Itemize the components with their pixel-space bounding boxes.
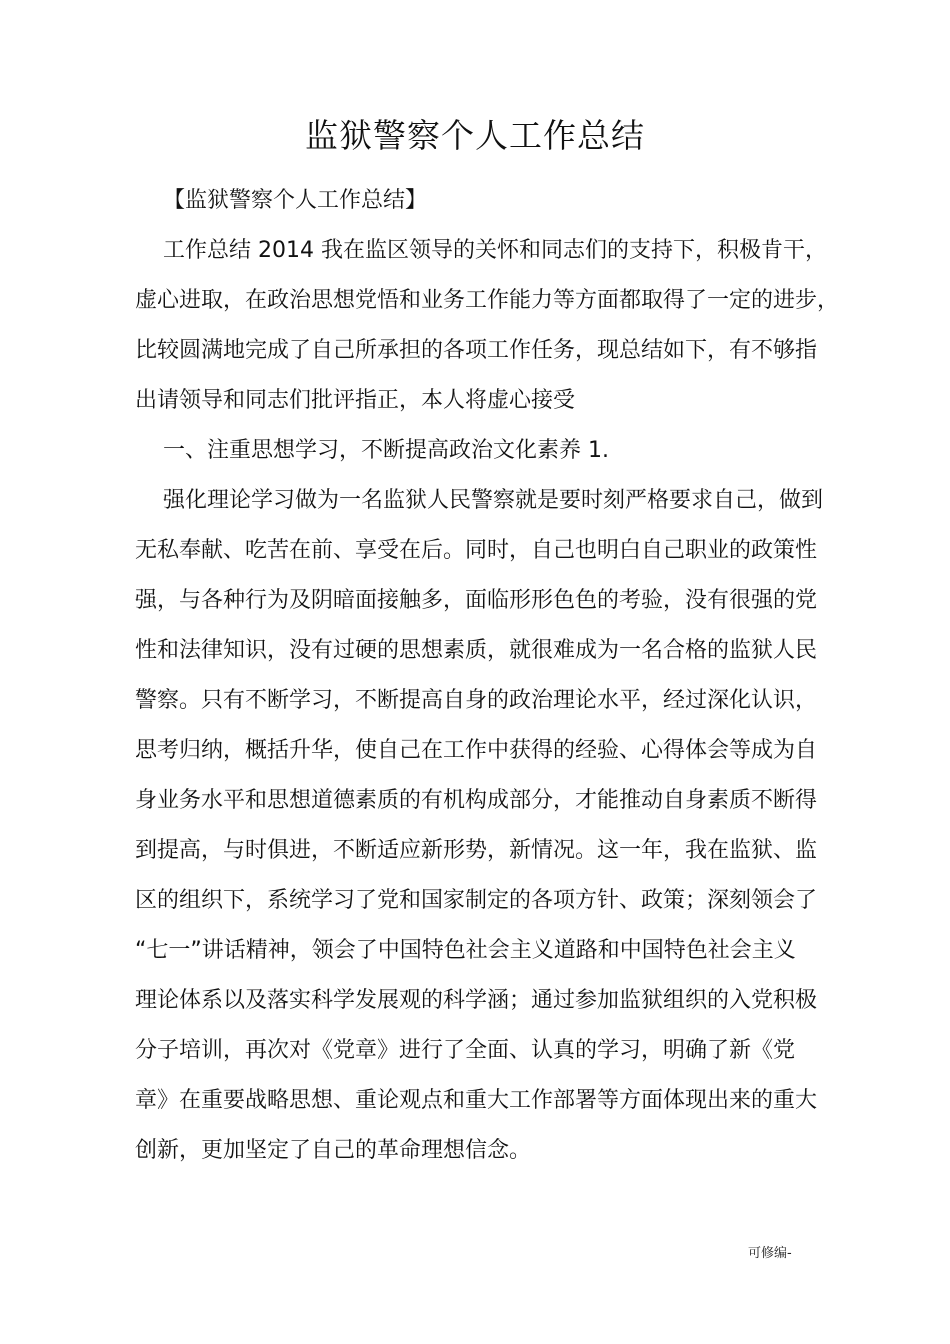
paragraph-line: 到提高，与时俱进，不断适应新形势，新情况。这一年，我在监狱、监 <box>135 838 818 863</box>
paragraph-line: 理论体系以及落实科学发展观的科学涵；通过参加监狱组织的入党积极 <box>135 988 818 1013</box>
paragraph-line: 出请领导和同志们批评指正，本人将虚心接受 <box>135 388 576 413</box>
paragraph-line: 区的组织下，系统学习了党和国家制定的各项方针、政策；深刻领会了 <box>135 888 818 913</box>
document-title: 监狱警察个人工作总结 <box>305 116 645 155</box>
paragraph-line: 比较圆满地完成了自己所承担的各项工作任务，现总结如下，有不够指 <box>135 338 818 363</box>
paragraph-line: 强，与各种行为及阴暗面接触多，面临形形色色的考验，没有很强的党 <box>135 588 818 613</box>
paragraph-line: 章》在重要战略思想、重论观点和重大工作部署等方面体现出来的重大 <box>135 1088 818 1113</box>
page-footer-note: 可修编- <box>748 1246 792 1261</box>
intro-paragraph <box>135 226 840 426</box>
section-paragraph <box>135 476 835 1176</box>
paragraph-line: “七一”讲话精神，领会了中国特色社会主义道路和中国特色社会主义 <box>135 938 796 963</box>
paragraph-line: 无私奉献、吃苦在前、享受在后。同时，自己也明白自己职业的政策性 <box>135 538 818 563</box>
paragraph-line: 警察。只有不断学习，不断提高自身的政治理论水平，经过深化认识， <box>135 688 818 713</box>
document-subtitle: 【监狱警察个人工作总结】 <box>163 188 428 213</box>
paragraph-line: 强化理论学习做为一名监狱人民警察就是要时刻严格要求自己，做到 <box>163 488 824 513</box>
section-heading: 一、注重思想学习，不断提高政治文化素养 1. <box>163 438 609 463</box>
paragraph-line: 身业务水平和思想道德素质的有机构成部分，才能推动自身素质不断得 <box>135 788 818 813</box>
document-body <box>135 176 840 1176</box>
paragraph-line: 创新，更加坚定了自己的革命理想信念。 <box>135 1138 532 1163</box>
paragraph-line: 分子培训，再次对《党章》进行了全面、认真的学习，明确了新《党 <box>135 1038 796 1063</box>
paragraph-line: 性和法律知识，没有过硬的思想素质，就很难成为一名合格的监狱人民 <box>135 638 818 663</box>
paragraph-line: 思考归纳，概括升华，使自己在工作中获得的经验、心得体会等成为自 <box>135 738 818 763</box>
paragraph-line: 工作总结 2014 我在监区领导的关怀和同志们的支持下，积极肯干， <box>163 238 827 263</box>
paragraph-line: 虚心进取，在政治思想党悟和业务工作能力等方面都取得了一定的进步， <box>135 288 840 313</box>
